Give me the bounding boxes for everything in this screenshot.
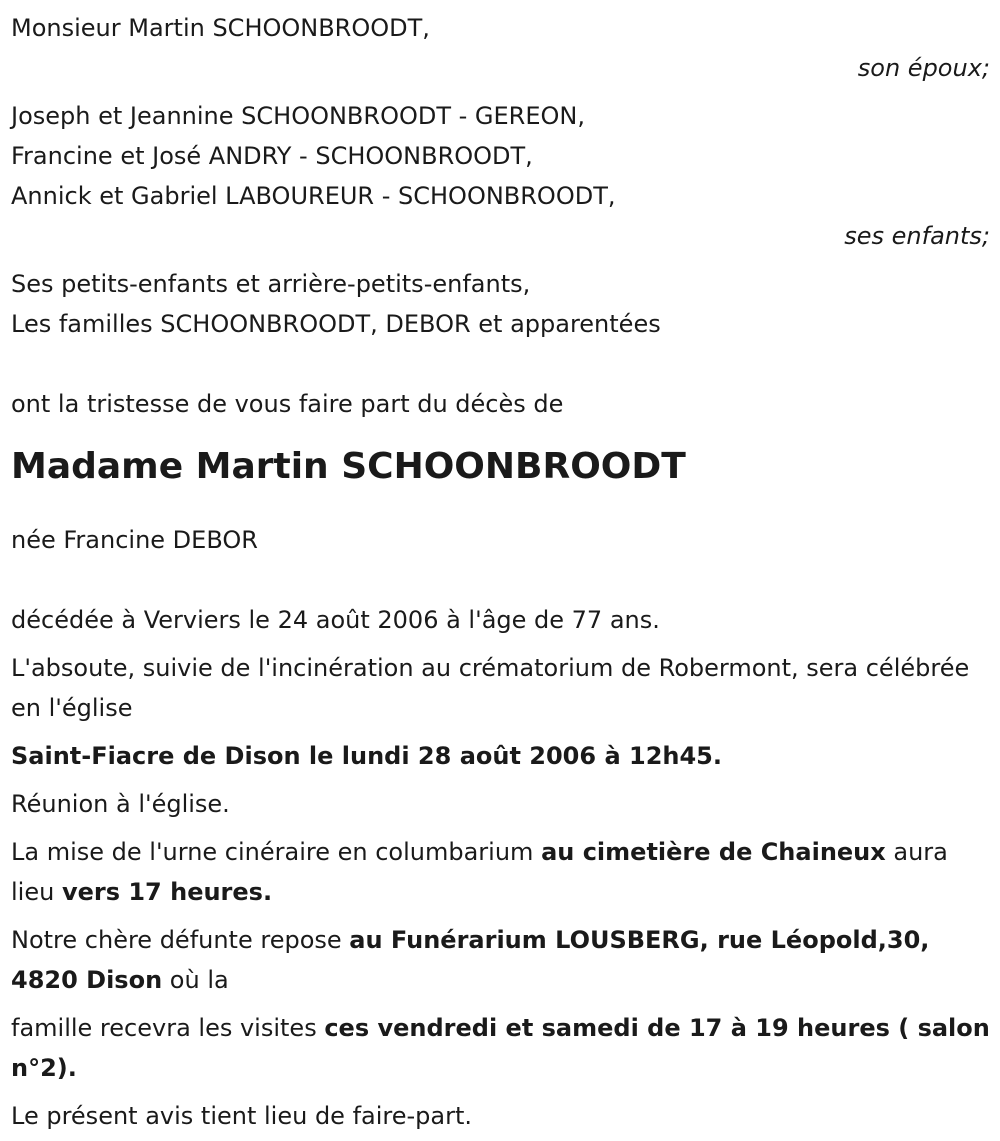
visits-text: famille recevra les visites xyxy=(11,1014,325,1042)
repose-text-2: où la xyxy=(162,966,229,994)
repose-text-1: Notre chère défunte repose xyxy=(11,926,350,954)
repose-place: au Funérarium LOUSBERG, rue Léopold,30, 4820 Dison xyxy=(11,926,930,994)
child-line: Joseph et Jeannine SCHOONBROODT - GEREON, xyxy=(11,102,585,130)
urn-time: vers 17 heures. xyxy=(61,878,273,906)
child-line: Annick et Gabriel LABOUREUR - SCHOONBROODT, xyxy=(11,182,616,210)
urn-place: au cimetière de Chaineux xyxy=(541,838,886,866)
visits-times: ces vendredi et samedi de 17 à 19 heures ( salon n°2). xyxy=(11,1014,990,1082)
repose-paragraph xyxy=(11,920,990,1000)
urn-paragraph xyxy=(11,832,990,912)
urn-text-1: La mise de l'urne cinéraire en columbarium xyxy=(11,838,542,866)
death-details: décédée à Verviers le 24 août 2006 à l'âge de 77 ans. xyxy=(11,606,660,634)
intro-text: ont la tristesse de vous faire part du décès de xyxy=(11,390,564,418)
urn-text-2: aura lieu xyxy=(11,838,948,906)
ceremony-place-time: Saint-Fiacre de Dison le lundi 28 août 2006 à 12h45. xyxy=(11,742,722,770)
maiden-name: née Francine DEBOR xyxy=(11,526,258,554)
spouse-name: Monsieur Martin SCHOONBROODT, xyxy=(11,14,430,42)
children-relation: ses enfants; xyxy=(844,222,990,250)
visits-paragraph xyxy=(11,1008,990,1088)
spouse-relation: son époux; xyxy=(857,54,990,82)
child-line: Francine et José ANDRY - SCHOONBROODT, xyxy=(11,142,533,170)
ceremony-text: L'absoute, suivie de l'incinération au crématorium de Robermont, sera célébrée en l'église xyxy=(11,654,970,722)
family-line: Ses petits-enfants et arrière-petits-enfants, xyxy=(11,270,531,298)
family-line: Les familles SCHOONBROODT, DEBOR et apparentées xyxy=(11,310,661,338)
closing-text: Le présent avis tient lieu de faire-part. xyxy=(11,1102,473,1130)
deceased-name: Madame Martin SCHOONBROODT xyxy=(11,446,686,487)
meeting-text: Réunion à l'église. xyxy=(11,790,230,818)
